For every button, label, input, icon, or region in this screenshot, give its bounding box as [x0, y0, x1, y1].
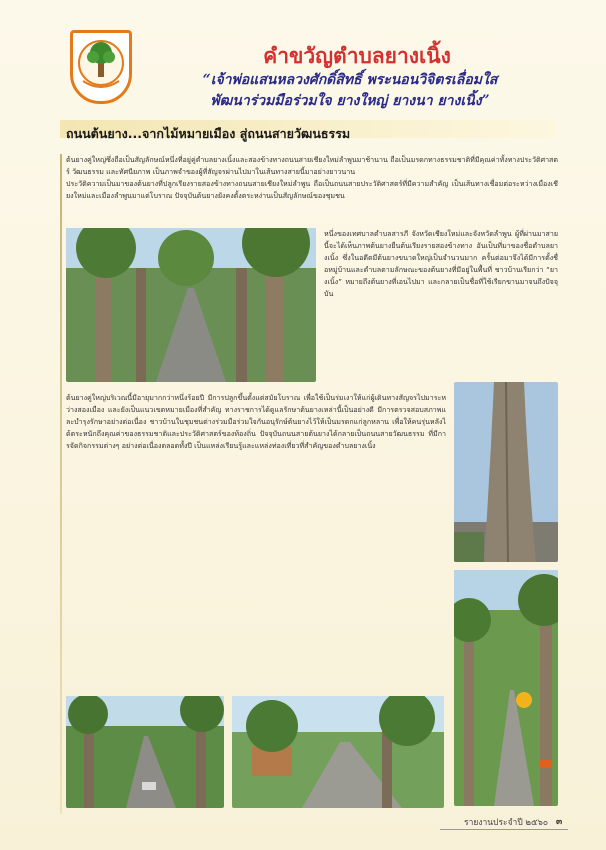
- page-title: คำขวัญตำบลยางเนิ้ง: [263, 43, 451, 68]
- footer-label: รายงานประจำปี ๒๕๖๐: [464, 818, 549, 828]
- photo-tree-avenue: [454, 570, 558, 806]
- slogan: [150, 70, 550, 112]
- municipality-logo: [70, 30, 132, 104]
- body-paragraph-1: ต้นยางคู่ใหญ่ซึ่งถือเป็นสัญลักษณ์หนึ่งที่อยู่คู่ตำบลยางเนิ้งและสองข้างทางถนนสายเชียงใหม่ลำพูนมาช้านาน ถือเป็นมรดกทางธรรมชาติที่มีคุณค่าทั้งทางประวัติศาสตร์ วัฒนธรรม และทัศนียภาพ เป็นภาพจำของผู้ที่สัญจรผ่านไปมาในเส้นทางสายนี้มาอย่างยาวนาน: [66, 155, 558, 177]
- slogan-line-2: พัฒนาร่วมมือร่วมใจ ยางใหญ่ ยางนา ยางเนิ้ง”: [210, 93, 490, 109]
- slogan-line-1: “เจ้าพ่อแสนหลวงศักดิ์สิทธิ์ พระนอนวิจิตรเลื่อมใส: [202, 72, 498, 88]
- page-number: ๓: [556, 817, 563, 827]
- seal-emblem-icon: [73, 33, 129, 101]
- body-paragraph-2: ประวัติความเป็นมาของต้นยางที่ปลูกเรียงรายสองข้างทางถนนสายเชียงใหม่ลำพูน ถือเป็นถนนสายประวัติศาสตร์ที่มีความสำคัญ เป็นเส้นทางเชื่อมต่อระหว่างเมืองเชียงใหม่และเมืองลำพูนมาแต่โบราณ ปัจจุบันต้นยางยังคงตั้งตระหง่านเป็นสัญลักษณ์ของชุมชน: [66, 179, 558, 201]
- photo-tree-lined-road: [66, 228, 316, 382]
- body-column-right: หนึ่งของเทศบาลตำบลสารภี จังหวัดเชียงใหม่และจังหวัดลำพูน ผู้ที่ผ่านมาสายนี้จะได้เห็นภาพต้นยางยืนต้นเรียงรายสองข้างทาง อันเป็นที่มาของชื่อตำบลยางเนิ้ง ซึ่งในอดีตมีต้นยางขนาดใหญ่เป็นจำนวนมาก ครั้นต่อมาจึงได้มีการตั้งชื่อหมู่บ้านและตำบลตามลักษณะของต้นยางที่มีอยู่ในพื้นที่ ชาวบ้านเรียกว่า “ยางเนิ้ง” หมายถึงต้นยางที่เอนไปมา และกลายเป็นชื่อที่ใช้เรียกขานมาจนถึงปัจจุบัน: [324, 229, 558, 299]
- photo-big-tree-trunk: [454, 382, 558, 562]
- photo-village-road: [232, 696, 444, 808]
- margin-rule: [60, 154, 62, 814]
- footer-rule: [440, 829, 568, 830]
- body-paragraph-3: ต้นยางคู่ใหญ่บริเวณนี้มีอายุมากกว่าหนึ่งร้อยปี มีการปลูกขึ้นตั้งแต่สมัยโบราณ เพื่อใช้เป็นร่มเงาให้แก่ผู้เดินทางสัญจรไปมาระหว่างสองเมือง และยังเป็นแนวเขตหมายเมืองที่สำคัญ ทางราชการได้ดูแลรักษาต้นยางเหล่านี้เป็นอย่างดี มีการตรวจสอบสภาพและบำรุงรักษาอย่างต่อเนื่อง ชาวบ้านในชุมชนต่างร่วมมือร่วมใจกันอนุรักษ์ต้นยางไว้ให้เป็นมรดกแก่ลูกหลาน เพื่อให้คนรุ่นหลังได้ตระหนักถึงคุณค่าของธรรมชาติและประวัติศาสตร์ของท้องถิ่น ปัจจุบันถนนสายต้นยางได้กลายเป็นถนนสายวัฒนธรรม ที่มีการจัดกิจกรรมต่างๆ อย่างต่อเนื่องตลอดทั้งปี เป็นแหล่งเรียนรู้และแหล่งท่องเที่ยวที่สำคัญของตำบลยางเนิ้ง: [66, 393, 446, 451]
- section-heading: ถนนต้นยาง...จากไม้หมายเมือง สู่ถนนสายวัฒนธรรม: [66, 126, 351, 141]
- photo-road-with-car: [66, 696, 224, 808]
